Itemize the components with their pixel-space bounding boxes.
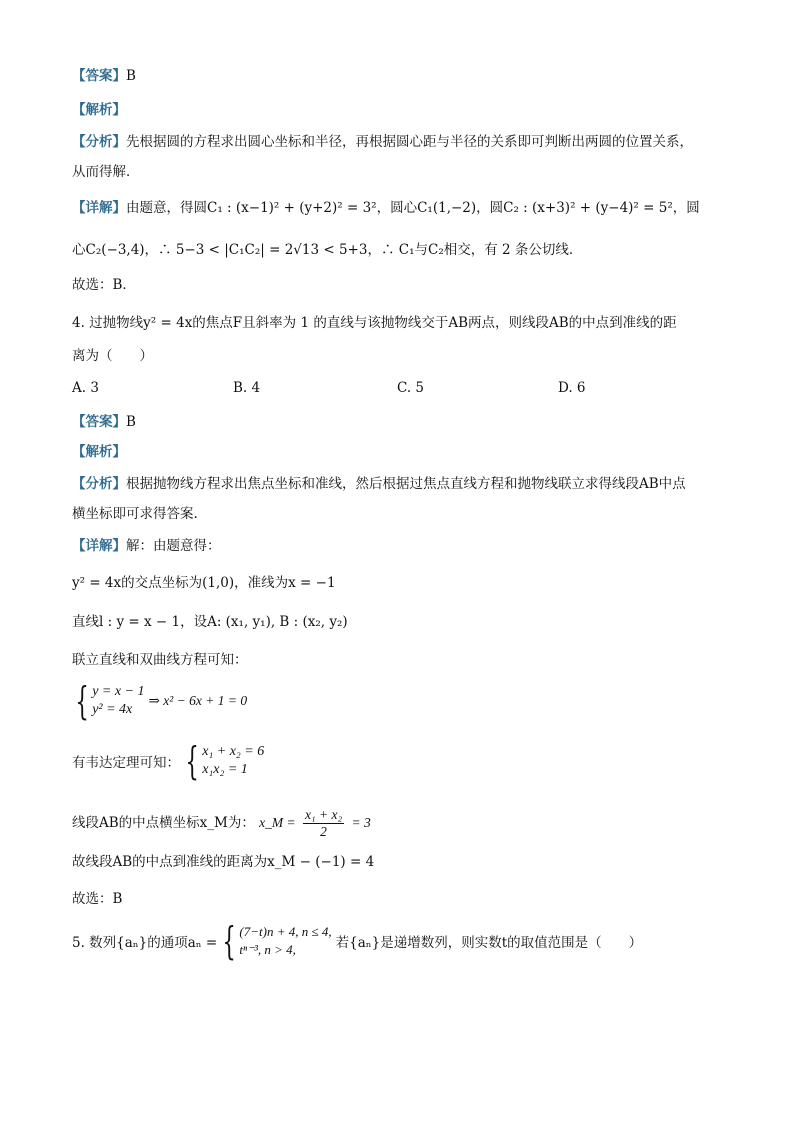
answer-value: B (126, 414, 136, 430)
system-row: x₁ + x₂ = 6 (202, 744, 265, 759)
analysis-tag: 【解析】 (72, 444, 126, 460)
q3-analysis-tag (72, 100, 126, 120)
q4-stem-line-1: 4. 过抛物线y² = 4x的焦点F且斜率为 1 的直线与该抛物线交于AB两点，则线段AB的中点到准线的距 (72, 315, 677, 331)
q4-choose: 故选：B (72, 891, 123, 907)
q3-answer (72, 66, 136, 86)
fraction-numerator: x₁ + x₂ (304, 807, 343, 822)
q5-stem (72, 919, 643, 963)
system-result: ⇒ x² − 6x + 1 = 0 (148, 693, 248, 708)
answer-tag: 【答案】 (72, 414, 126, 430)
q5-stem-suffix: 若{aₙ}是递增数列，则实数t的取值范围是（ ） (335, 935, 643, 951)
left-brace: { (222, 919, 236, 963)
analysis-tag: 【解析】 (72, 102, 126, 118)
piecewise-case: (7−t)n + 4, n ≤ 4, (239, 924, 332, 939)
q4-fenxi-line-2: 横坐标即可求得答案. (72, 506, 198, 522)
q3-detail-line-1 (72, 198, 700, 218)
answer-value: B (126, 68, 136, 84)
left-brace: { (185, 739, 199, 783)
q4-detail-intro (72, 536, 221, 556)
q4-fenxi-line-1 (72, 474, 686, 494)
left-brace: { (75, 679, 89, 723)
q4-stem-line-2: 离为（ ） (72, 348, 153, 364)
fenxi-text: 根据抛物线方程求出焦点坐标和准线，然后根据过焦点直线方程和抛物线联立求得线段AB中点 (126, 476, 686, 492)
q3-fenxi-line-1 (72, 132, 693, 152)
q3-detail-line-2: 心C₂(−3,4)，∴ 5−3 < |C₁C₂| = 2√13 < 5+3，∴ C₁与C₂相交，有 2 条公切线． (72, 242, 583, 258)
midpoint-fraction (303, 807, 344, 840)
vieta-label: 有韦达定理可知： (72, 755, 180, 771)
q4-option-a: A. 3 (72, 380, 99, 396)
q4-analysis-tag (72, 442, 126, 462)
q5-stem-prefix: 5. 数列{aₙ}的通项aₙ = (72, 935, 218, 951)
q4-step-line: 直线l : y = x − 1，设A: (x₁, y₁), B : (x₂, y₂) (72, 614, 348, 630)
midpoint-rhs: = 3 (351, 815, 371, 830)
midpoint-lhs: x_M = (259, 815, 296, 830)
fenxi-tag: 【分析】 (72, 476, 126, 492)
detail-text: 由题意，得圆C₁ : (x−1)² + (y+2)² = 3²，圆心C₁(1,−2)，圆C₂ : (x+3)² + (y−4)² = 5²，圆 (126, 200, 700, 216)
fraction-denominator: 2 (320, 824, 327, 839)
q3-choose: 故选：B． (72, 277, 136, 293)
system-row: y² = 4x (92, 702, 133, 717)
q4-option-d: D. 6 (558, 380, 586, 396)
system-row: x₁x₂ = 1 (202, 762, 248, 777)
system-row: y = x − 1 (92, 684, 145, 699)
q4-vieta (72, 739, 265, 783)
q4-option-c: C. 5 (397, 380, 425, 396)
piecewise-case: tⁿ⁻³, n > 4, (239, 942, 296, 957)
q4-midpoint (72, 806, 371, 840)
answer-tag: 【答案】 (72, 68, 126, 84)
detail-text: 解：由题意得： (126, 538, 221, 554)
q4-step-focus: y² = 4x的交点坐标为(1,0)，准线为x = −1 (72, 575, 336, 591)
fenxi-tag: 【分析】 (72, 134, 126, 150)
q4-system-1 (70, 679, 248, 723)
fenxi-text: 先根据圆的方程求出圆心坐标和半径，再根据圆心距与半径的关系即可判断出两圆的位置关系， (126, 134, 693, 150)
q3-fenxi-line-2: 从而得解． (72, 164, 140, 180)
q4-step-combine: 联立直线和双曲线方程可知： (72, 652, 248, 668)
midpoint-label: 线段AB的中点横坐标x_M为： (72, 815, 255, 831)
detail-tag: 【详解】 (72, 200, 126, 216)
detail-tag: 【详解】 (72, 538, 126, 554)
q4-distance: 故线段AB的中点到准线的距离为x_M − (−1) = 4 (72, 854, 375, 870)
q4-option-b: B. 4 (233, 380, 261, 396)
q4-answer (72, 412, 136, 432)
